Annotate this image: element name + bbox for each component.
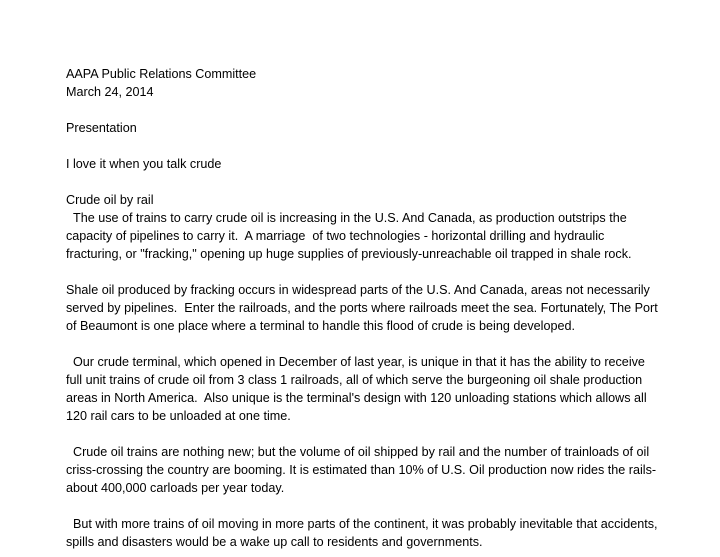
spacer [66, 173, 662, 191]
paragraph: Shale oil produced by fracking occurs in widespread parts of the U.S. And Canada, areas not necessarily served by pipelines. Enter the railroads, and the ports where railroads meet the sea. Fortunately, The Port of Beaumont is one place where a terminal to handle this flood of crude is being developed. [66, 283, 662, 333]
spacer [66, 101, 662, 119]
spacer [66, 137, 662, 155]
spacer [66, 263, 662, 281]
header-date: March 24, 2014 [66, 85, 154, 99]
spacer [66, 335, 662, 353]
document-title: I love it when you talk crude [66, 157, 222, 171]
paragraph: The use of trains to carry crude oil is increasing in the U.S. And Canada, as production outstrips the capacity of pipelines to carry it. A marriage of two technologies - horizontal drilling and hydraulic fracturing, or "fracking," opening up huge supplies of previously-unreachable oil trapped in shale rock. [66, 211, 632, 261]
spacer [66, 425, 662, 443]
doc-type: Presentation [66, 121, 137, 135]
paragraph: Crude oil trains are nothing new; but the volume of oil shipped by rail and the number of trainloads of oil criss-crossing the country are booming. It is estimated than 10% of U.S. Oil production now rides the rails- about 400,000 carloads per year today. [66, 445, 660, 495]
paragraph: But with more trains of oil moving in more parts of the continent, it was probably inevitable that accidents, spills and disasters would be a wake up call to residents and governments. [66, 517, 662, 549]
header-organization: AAPA Public Relations Committee [66, 67, 257, 81]
spacer [66, 497, 662, 515]
section-heading: Crude oil by rail [66, 193, 154, 207]
document-body [66, 65, 662, 551]
paragraph: Our crude terminal, which opened in December of last year, is unique in that it has the ability to receive full unit trains of crude oil from 3 class 1 railroads, all of which serve the burgeoning oil shale production areas in North America. Also unique is the terminal's design with 120 unloading stations which allows all 120 rail cars to be unloaded at one time. [66, 355, 651, 423]
